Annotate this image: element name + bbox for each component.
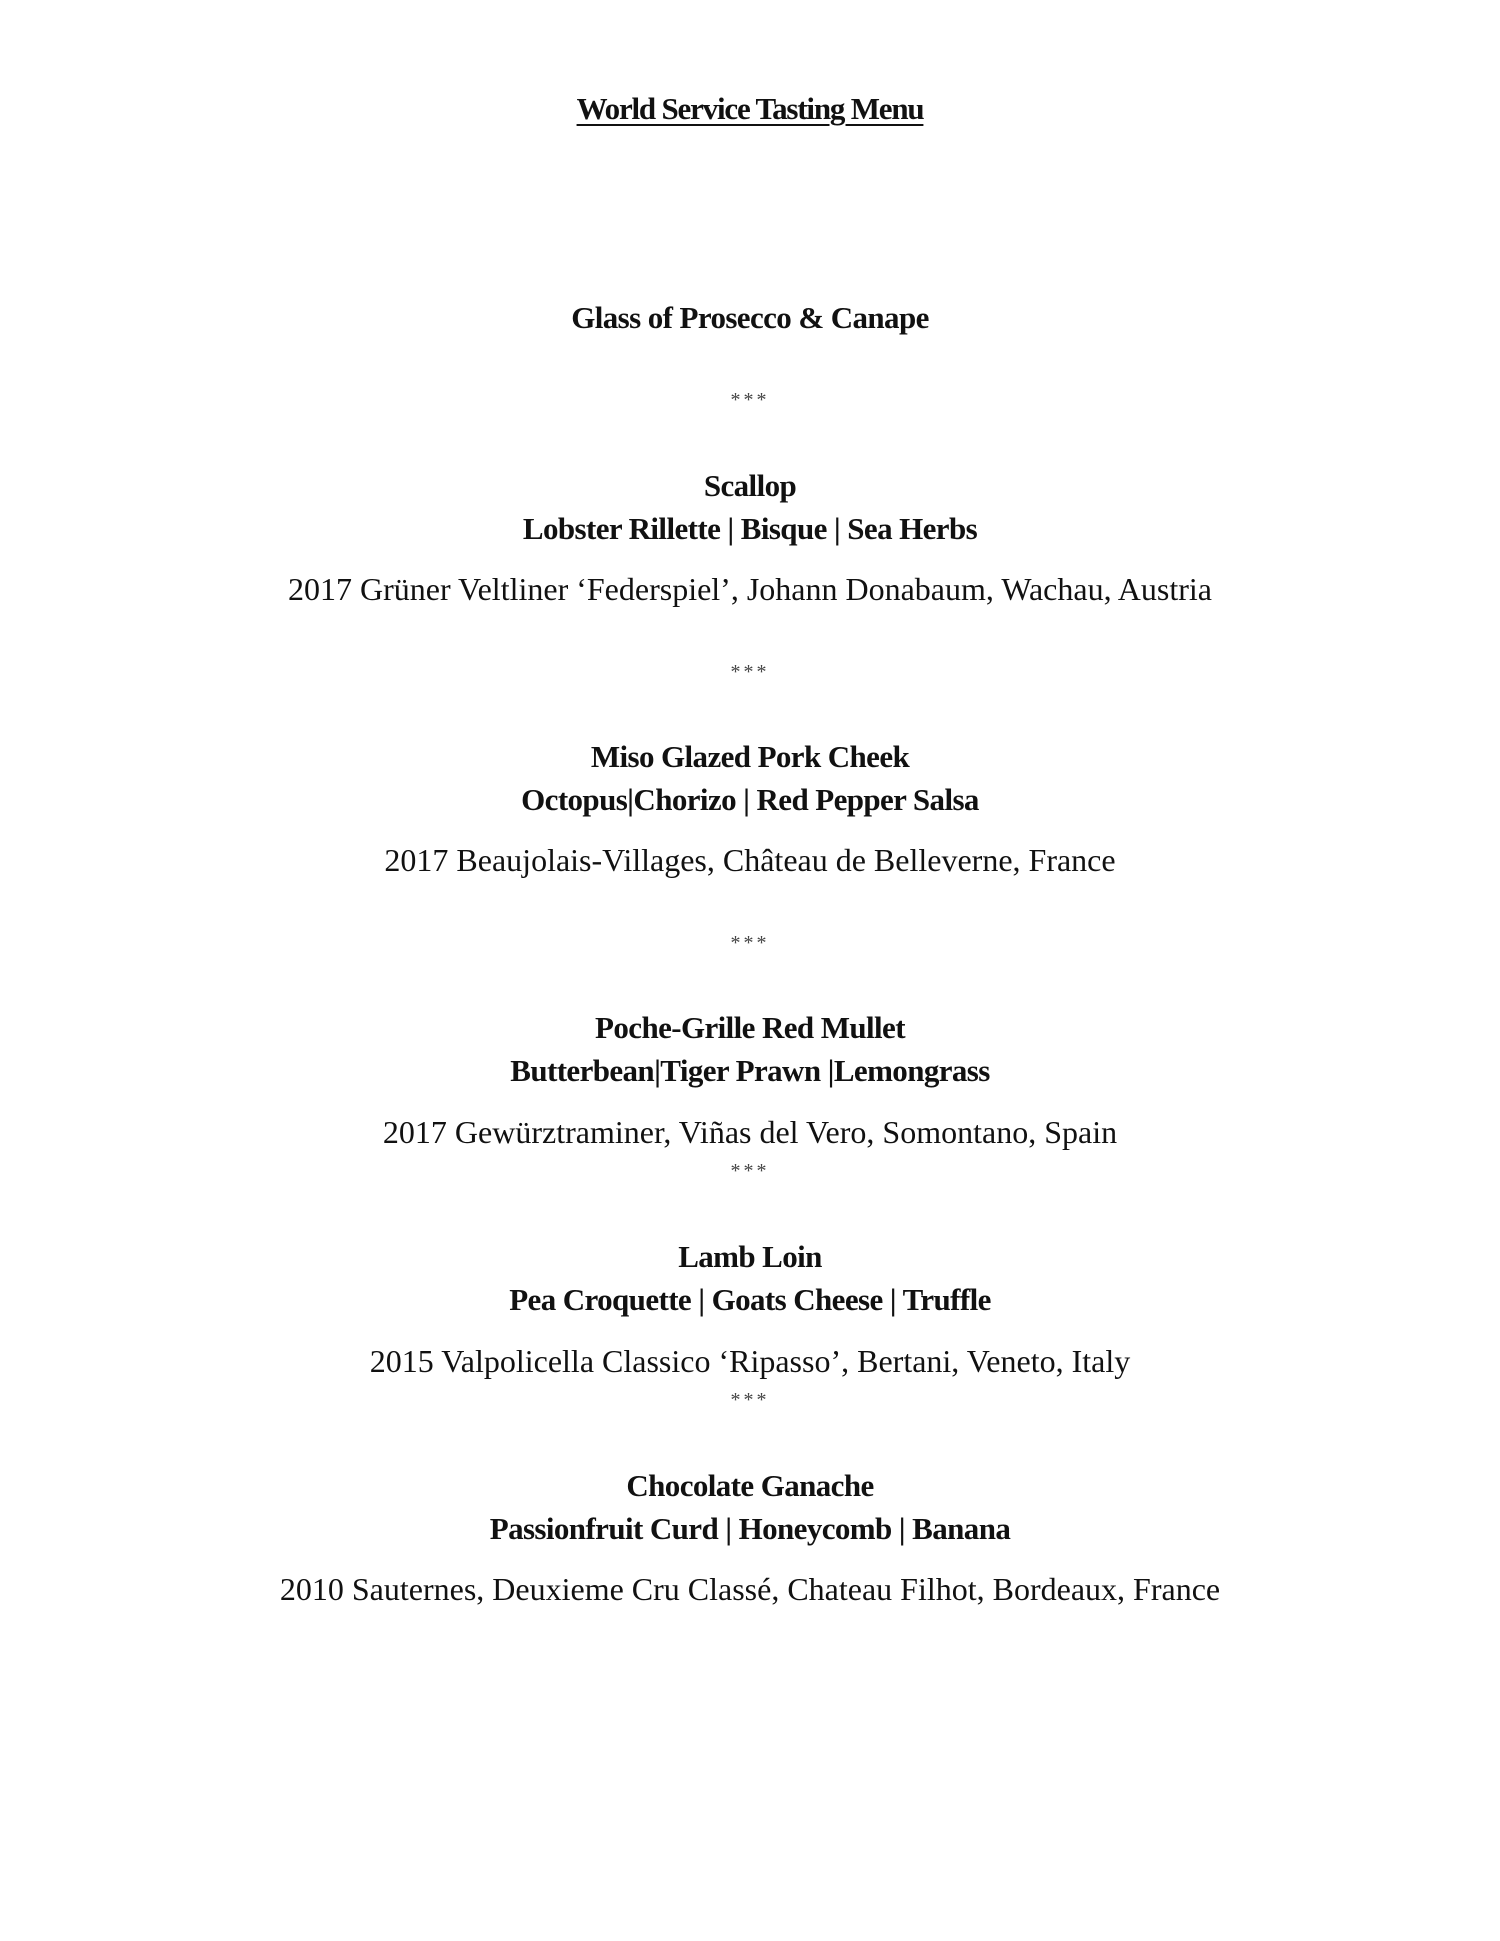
course-wine: 2017 Beaujolais-Villages, Château de Belleverne, France: [384, 842, 1116, 878]
course-garnish: Lobster Rillette | Bisque | Sea Herbs: [522, 511, 978, 546]
course-wine: 2017 Gewürztraminer, Viñas del Vero, Somontano, Spain: [382, 1114, 1118, 1150]
course-wine: 2015 Valpolicella Classico ‘Ripasso’, Bertani, Veneto, Italy: [369, 1343, 1131, 1379]
course-dish: Chocolate Ganache: [626, 1468, 874, 1503]
aperitif: Glass of Prosecco & Canape: [571, 300, 929, 335]
course-garnish: Octopus|Chorizo | Red Pepper Salsa: [521, 782, 979, 817]
course-separator: ***: [730, 1389, 770, 1411]
course-wine: 2017 Grüner Veltliner ‘Federspiel’, Johann Donabaum, Wachau, Austria: [287, 571, 1212, 607]
course-dish: Lamb Loin: [678, 1239, 822, 1274]
course-garnish: Passionfruit Curd | Honeycomb | Banana: [489, 1511, 1011, 1546]
course-dish: Scallop: [703, 468, 797, 503]
course-separator: ***: [730, 661, 770, 683]
menu-title: World Service Tasting Menu: [576, 91, 924, 126]
course-dish: Poche-Grille Red Mullet: [595, 1010, 905, 1045]
course-wine: 2010 Sauternes, Deuxieme Cru Classé, Chateau Filhot, Bordeaux, France: [279, 1571, 1221, 1607]
course-dish: Miso Glazed Pork Cheek: [590, 739, 910, 774]
course-garnish: Butterbean|Tiger Prawn |Lemongrass: [510, 1053, 990, 1088]
course-separator: ***: [730, 932, 770, 954]
course-separator: ***: [730, 389, 770, 411]
course-separator: ***: [730, 1160, 770, 1182]
course-garnish: Pea Croquette | Goats Cheese | Truffle: [509, 1282, 991, 1317]
